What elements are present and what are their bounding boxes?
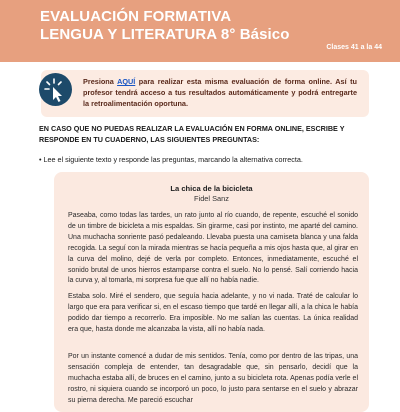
story-title: La chica de la bicicleta [170, 184, 253, 193]
banner-text: Presiona AQUÍ para realizar esta misma evaluación de forma online. Así tu profesor tendrá acceso a tus resultados automáticamente y podrá entregarte la retroalimentación oportuna. [83, 77, 357, 108]
evaluation-title: EVALUACIÓN FORMATIVA [40, 8, 232, 25]
online-evaluation-banner [41, 70, 369, 117]
subject-title: LENGUA Y LITERATURA 8° Básico [40, 26, 290, 43]
reading-text-card [54, 172, 369, 412]
online-evaluation-link[interactable]: AQUÍ [117, 77, 136, 86]
cursor-click-icon [39, 73, 72, 106]
reading-instruction: • Lee el siguiente texto y responde las preguntas, marcando la alternativa correcta. [39, 155, 303, 164]
story-author: Fidel Sanz [194, 194, 229, 203]
story-paragraph: Paseaba, como todas las tardes, un rato junto al río cuando, de repente, escuché el sonido de un timbre de bicicleta a mis espaldas. Sin girarme, casi por instinto, me aparté del camino. Una muchacha sonriente pasó pedaleando. Llevaba puesta una camiseta blanca y una falda recogida. La seguí con la mirada mientras se hacía pequeña a mis ojos hasta que, al girar en la curva del molino, dejé de verla por completo. Entonces, inmediatamente, escuché el sonido brutal de unos hierros estamparse contra el suelo. No lo pensé. Salí corriendo hacia la curva y, al tomarla, mi sorpresa fue que allí no había nadie. [68, 212, 358, 285]
header-bar [0, 0, 400, 62]
story-paragraph: Estaba solo. Miré el sendero, que seguía hacia adelante, y no vi nada. Traté de calcular lo largo que era para verificar si, en el escaso tiempo que tardé en llegar allí, a la chica le había podido dar tiempo a recorrerlo. Era imposible. No me salían las cuentas. La única realidad era que, hasta donde me alcanzaba la vista, allí no había nada. [68, 293, 358, 333]
classes-label: Clases 41 a la 44 [326, 44, 382, 51]
offline-notice: EN CASO QUE NO PUEDAS REALIZAR LA EVALUACIÓN EN FORMA ONLINE, ESCRIBE Y RESPONDE EN TU CUADERNO, LAS SIGUIENTES PREGUNTAS: [39, 124, 345, 144]
story-paragraph: Por un instante comencé a dudar de mis sentidos. Tenía, como por dentro de las tripas, una sensación compleja de entender, tan desagradable que, sin pensarlo, decidí que la muchacha estaba allí, de bruces en el camino, junto a su bicicleta rota. Apenas podía verle el rostro, ni siquiera cuando se incorporó un poco, lo justo para sentarse en el suelo y abrazar su pierna derecha. Me pareció escuchar [68, 353, 358, 404]
